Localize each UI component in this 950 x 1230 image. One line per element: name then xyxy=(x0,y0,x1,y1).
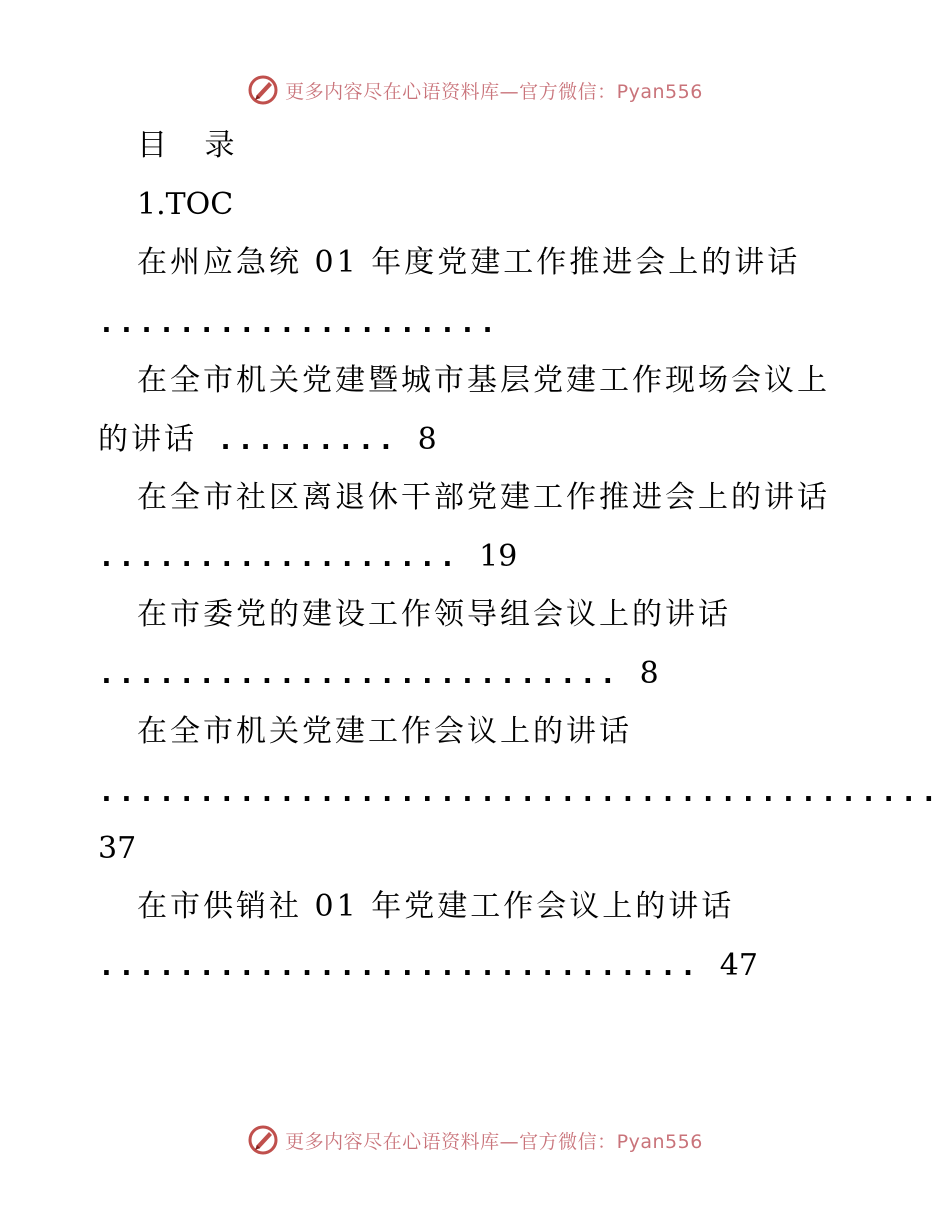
toc-entry-page: 47 xyxy=(719,948,758,983)
footer-watermark xyxy=(0,1120,950,1160)
toc-entry-leader: .......................... 8 xyxy=(98,656,659,691)
toc-entry-page: 19 xyxy=(479,539,518,574)
toc-entry-title[interactable]: 在州应急统 01 年度党建工作推进会上的讲话 xyxy=(137,245,801,280)
toc-entry-leader: 的讲话 ......... 8 xyxy=(98,422,437,457)
toc-entry-title[interactable]: 在全市机关党建暨城市基层党建工作现场会议上 xyxy=(137,363,830,398)
toc-entry-leader: .......................................... xyxy=(98,775,941,808)
toc-entry-title[interactable]: 在全市社区离退休干部党建工作推进会上的讲话 xyxy=(137,480,830,515)
watermark-text: 更多内容尽在心语资料库—官方微信：Pyan556 xyxy=(285,1130,703,1153)
pen-logo-icon xyxy=(247,1124,279,1156)
toc-entry-leader: .............................. 47 xyxy=(98,948,758,983)
toc-heading: 目 录 xyxy=(137,128,249,163)
toc-entry-page: 8 xyxy=(417,422,437,457)
toc-entry-leader: .................. 19 xyxy=(98,539,518,574)
toc-label: 1.TOC xyxy=(137,187,234,222)
toc-entry-page: 8 xyxy=(639,656,659,691)
toc-entry-title[interactable]: 在市供销社 01 年党建工作会议上的讲话 xyxy=(137,889,735,924)
toc-entry-page: 37 xyxy=(98,831,137,866)
toc-entry-title[interactable]: 在市委党的建设工作领导组会议上的讲话 xyxy=(137,597,731,632)
watermark-text: 更多内容尽在心语资料库—官方微信：Pyan556 xyxy=(285,80,703,103)
pen-logo-icon xyxy=(247,74,279,106)
header-watermark xyxy=(0,70,950,110)
toc-entry-leader: .................... xyxy=(98,306,500,339)
toc-entry-title[interactable]: 在全市机关党建工作会议上的讲话 xyxy=(137,714,632,749)
toc-entry-title-cont: 的讲话 xyxy=(98,422,197,457)
